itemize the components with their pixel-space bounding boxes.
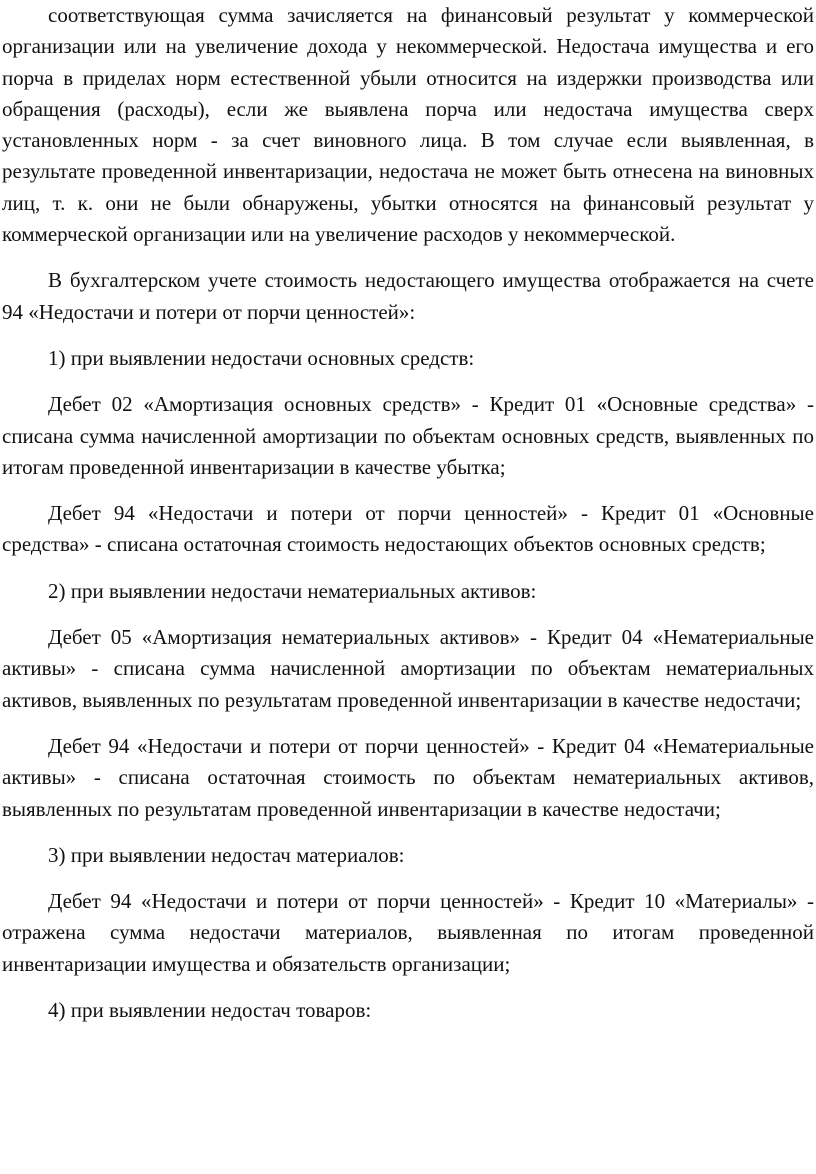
paragraph-continuation: соответствующая сумма зачисляется на финансовый результат у коммерческой организации или на увеличение дохода у некоммерческой. Недостача имущества и его порча в приделах норм естественной убыли относится на издержки производства или обращения (расходы), если же выявлена порча или недостача имущества сверх установленных норм - за счет виновного лица. В том случае если выявленная, в результате проведенной инвентаризации, недостача не может быть отнесена на виновных лиц, т. к. они не были обнаружены, убытки относятся на финансовый результат у коммерческой организации или на увеличение расходов у некоммерческой. (2, 3, 814, 247)
list-item-fixed-assets-heading: 1) при выявлении недостачи основных средств: (48, 345, 475, 370)
list-item-materials-heading: 3) при выявлении недостач материалов: (48, 842, 405, 867)
entry-debit-94-credit-04: Дебет 94 «Недостачи и потери от порчи ценностей» - Кредит 04 «Нематериальные активы» - списана остаточная стоимость по объектам нематериальных активов, выявленных по результатам проведенной инвентаризации в качестве недостачи; (2, 733, 814, 821)
entry-debit-94-credit-10: Дебет 94 «Недостачи и потери от порчи ценностей» - Кредит 10 «Материалы» - отражена сумма недостачи материалов, выявленная по итогам проведенной инвентаризации имущества и обязательств организации; (2, 889, 814, 976)
list-item-intangible-assets-heading: 2) при выявлении недостачи нематериальных активов: (48, 578, 537, 603)
entry-debit-05-credit-04: Дебет 05 «Амортизация нематериальных активов» - Кредит 04 «Нематериальные активы» - списана сумма начисленной амортизации по объектам нематериальных активов, выявленных по результатам проведенной инвентаризации в качестве недостачи; (2, 625, 814, 712)
paragraph-account-94-intro: В бухгалтерском учете стоимость недостающего имущества отображается на счете 94 «Недостачи и потери от порчи ценностей»: (2, 268, 814, 324)
entry-debit-02-credit-01: Дебет 02 «Амортизация основных средств» - Кредит 01 «Основные средства» - списана сумма начисленной амортизации по объектам основных средств, выявленных по итогам проведенной инвентаризации в качестве убытка; (2, 392, 814, 479)
list-item-goods-heading: 4) при выявлении недостач товаров: (48, 998, 372, 1023)
entry-debit-94-credit-01: Дебет 94 «Недостачи и потери от порчи ценностей» - Кредит 01 «Основные средства» - списана остаточная стоимость недостающих объектов основных средств; (2, 501, 814, 557)
